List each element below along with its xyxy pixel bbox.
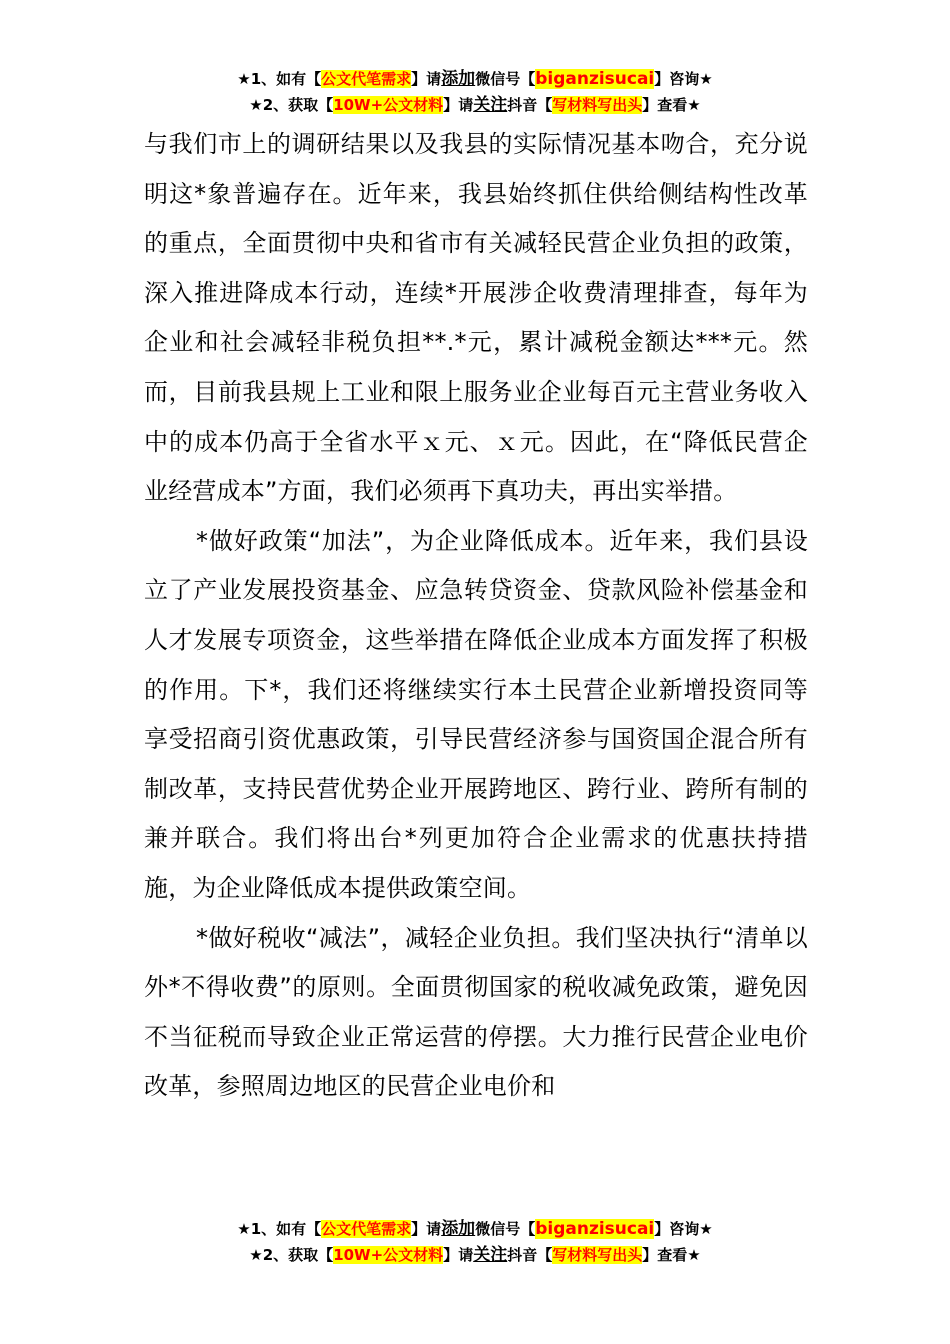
banner-line-2 xyxy=(0,92,950,118)
emphasis-follow: 关注 xyxy=(473,95,508,115)
paragraph-1: 与我们市上的调研结果以及我县的实际情况基本吻合，充分说明这*象普遍存在。近年来，我县始终抓住供给侧结构性改革的重点，全面贯彻中央和省市有关减轻民营企业负担的政策，深入推进降成本行动，连续*开展涉企收费清理排查，每年为企业和社会减轻非税负担**.*元，累计减税金额达***元。然而，目前我县规上工业和限上服务业企业每百元主营业务收入中的成本仍高于全省水平ｘ元、ｘ元。因此，在“降低民营企业经营成本”方面，我们必须再下真功夫，再出实举措。 xyxy=(144,130,808,506)
paragraph-2: *做好政策“加法”，为企业降低成本。近年来，我们县设立了产业发展投资基金、应急转贷资金、贷款风险补偿基金和人才发展专项资金，这些举措在降低企业成本方面发挥了积极的作用。下*，我们还将继续实行本土民营企业新增投资同等享受招商引资优惠政策，引导民营经济参与国资国企混合所有制改革，支持民营优势企业开展跨地区、跨行业、跨所有制的兼并联合。我们将出台*列更加符合企业需求的优惠扶持措施，为企业降低成本提供政策空间。 xyxy=(144,526,808,902)
highlight-materials: 10W+公文材料 xyxy=(333,96,444,114)
banner-text: 】请 xyxy=(443,96,474,114)
banner-text: ★2、获取【 xyxy=(249,96,334,114)
banner-text: 】查看★ xyxy=(642,96,701,114)
banner-text: ★2、获取【 xyxy=(249,1246,334,1264)
highlight-douyin: 写材料写出头 xyxy=(552,96,643,114)
highlight-service: 公文代笔需求 xyxy=(321,70,412,88)
highlight-douyin: 写材料写出头 xyxy=(552,1246,643,1264)
highlight-wechat-id: biganzisucai xyxy=(535,1219,655,1239)
banner-text: 】咨询★ xyxy=(654,70,713,88)
document-body xyxy=(144,120,808,1112)
banner-text: 抖音【 xyxy=(507,1246,553,1264)
banner-text: 微信号【 xyxy=(475,70,536,88)
highlight-wechat-id: biganzisucai xyxy=(535,69,655,89)
banner-text: 】请 xyxy=(411,1220,442,1238)
banner-line-1 xyxy=(0,66,950,92)
banner-text: 】咨询★ xyxy=(654,1220,713,1238)
highlight-service: 公文代笔需求 xyxy=(321,1220,412,1238)
banner-line-1 xyxy=(0,1216,950,1242)
emphasis-follow: 关注 xyxy=(473,1245,508,1265)
banner-text: 】查看★ xyxy=(642,1246,701,1264)
banner-line-2 xyxy=(0,1242,950,1268)
banner-text: 】请 xyxy=(411,70,442,88)
emphasis-add: 添加 xyxy=(441,69,476,89)
highlight-materials: 10W+公文材料 xyxy=(333,1246,444,1264)
banner-text: ★1、如有【 xyxy=(237,70,322,88)
banner-text: 抖音【 xyxy=(507,96,553,114)
banner-text: 微信号【 xyxy=(475,1220,536,1238)
emphasis-add: 添加 xyxy=(441,1219,476,1239)
header-banner xyxy=(0,66,950,118)
paragraph-3: *做好税收“减法”，减轻企业负担。我们坚决执行“清单以外*不得收费”的原则。全面贯彻国家的税收减免政策，避免因不当征税而导致企业正常运营的停摆。大力推行民营企业电价改革，参照周边地区的民营企业电价和 xyxy=(144,923,808,1101)
banner-text: ★1、如有【 xyxy=(237,1220,322,1238)
banner-text: 】请 xyxy=(443,1246,474,1264)
footer-banner xyxy=(0,1216,950,1268)
